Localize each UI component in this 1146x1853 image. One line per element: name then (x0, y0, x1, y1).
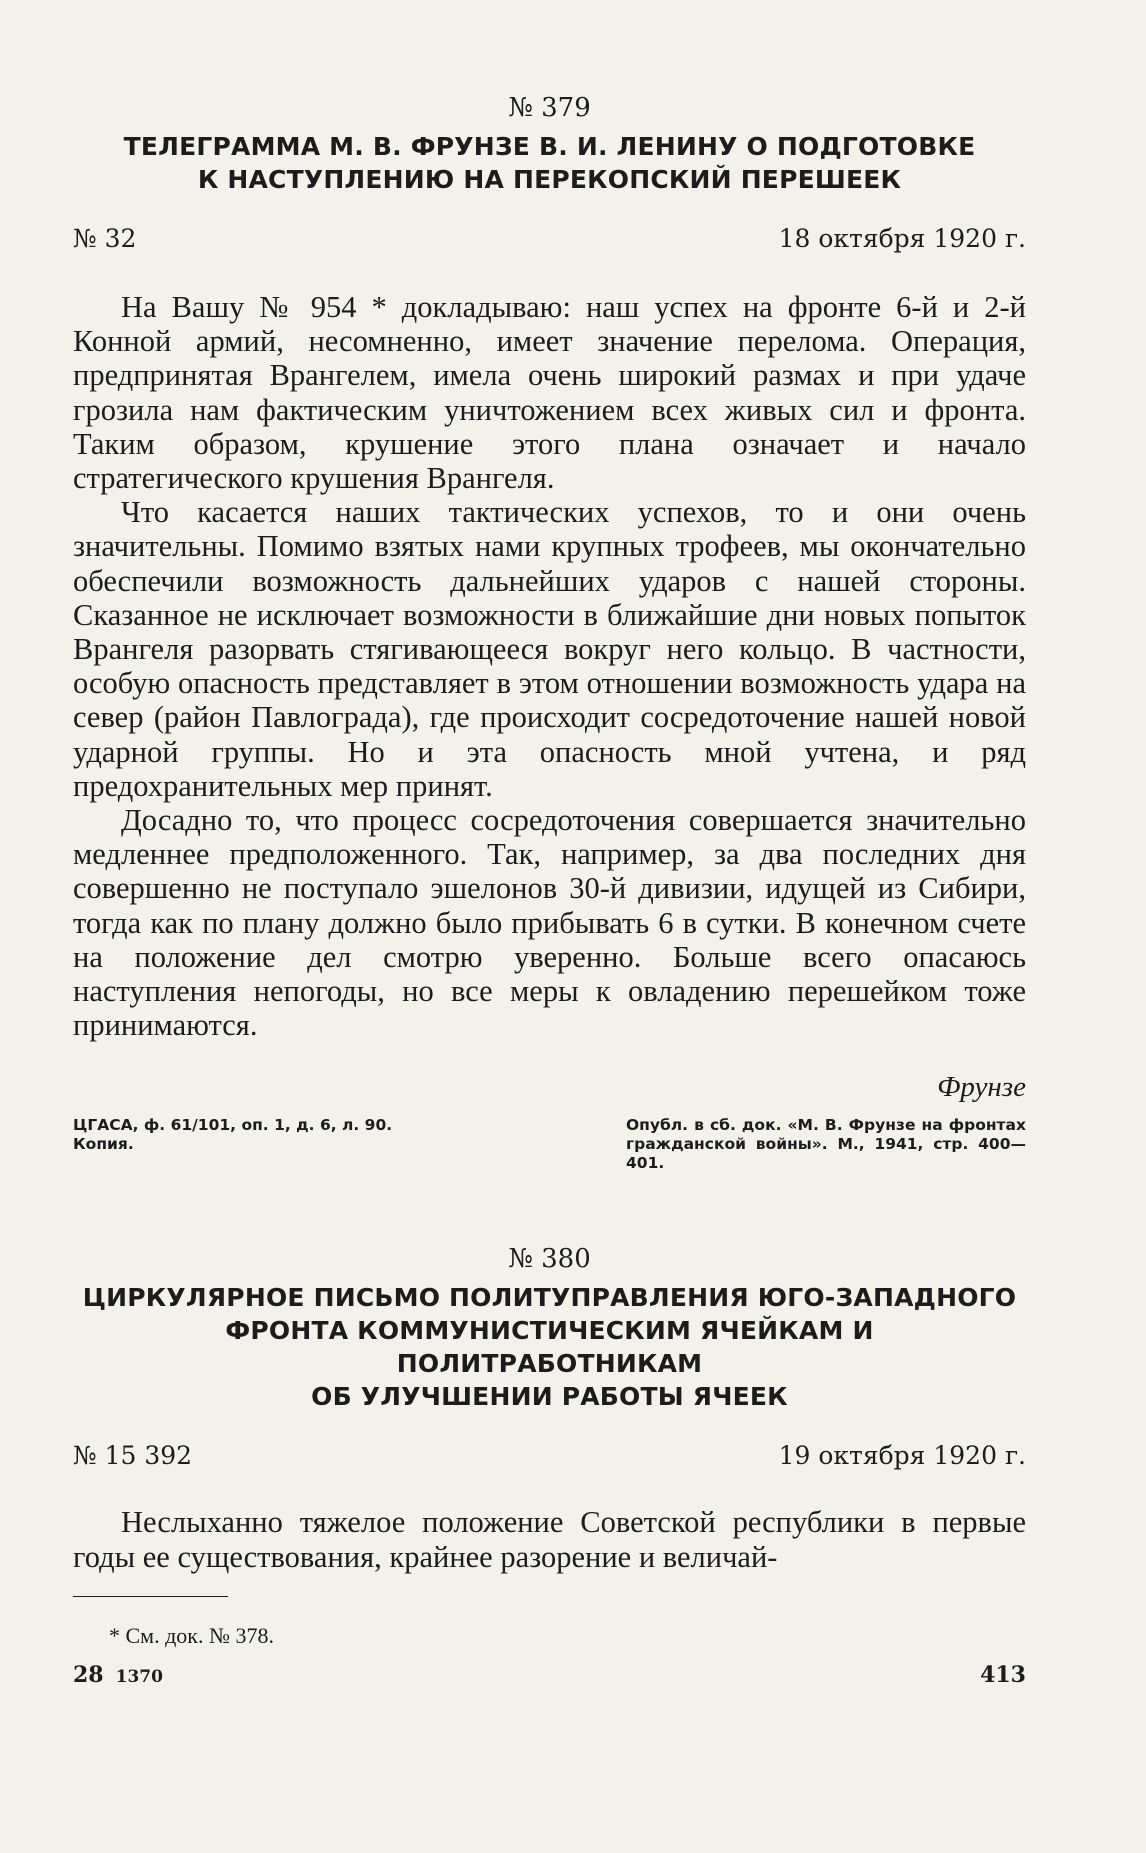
title-line: ТЕЛЕГРАММА М. В. ФРУНЗЕ В. И. ЛЕНИНУ О ПОДГОТОВКЕ (123, 132, 976, 161)
ref-number: № 15 392 (73, 1441, 193, 1471)
archive-reference (73, 1116, 503, 1173)
publication-reference: Опубл. в сб. док. «М. В. Фрунзе на фронтах гражданской войны». М., 1941, стр. 400—401. (626, 1116, 1026, 1173)
print-code: 1370 (115, 1667, 163, 1687)
ref-number: № 32 (73, 224, 137, 253)
doc-title (73, 1281, 1026, 1413)
footnote: * См. док. № 378. (109, 1622, 274, 1648)
signature-mark (73, 1662, 163, 1688)
title-line: ОБ УЛУЧШЕНИИ РАБОТЫ ЯЧЕЕК (311, 1382, 788, 1412)
page-number: 413 (980, 1662, 1026, 1688)
title-line: ФРОНТА КОММУНИСТИЧЕСКИМ ЯЧЕЙКАМ И ПОЛИТРАБОТНИКАМ (225, 1316, 874, 1379)
paragraph: На Вашу № 954 * докладываю: наш успех на фронте 6-й и 2-й Конной армий, несомненно, имеет значение перелома. Операция, предпринятая Врангелем, имела очень широкий размах и при удаче грозила нам фактическим уничтожением всех живых сил и фронта. Таким образом, крушение этого плана означает и начало стратегического крушения Врангеля. (73, 290, 1026, 496)
doc-body (73, 290, 1026, 1042)
paragraph: Неслыханно тяжелое положение Советской республики в первые годы ее существования, крайнее разорение и величай- (73, 1505, 1026, 1574)
archive-ref-line: ЦГАСА, ф. 61/101, оп. 1, д. 6, л. 90. (73, 1116, 393, 1135)
title-line: ЦИРКУЛЯРНОЕ ПИСЬМО ПОЛИТУПРАВЛЕНИЯ ЮГО-ЗАПАДНОГО (82, 1283, 1017, 1313)
source-references (73, 1116, 1026, 1173)
sheet-number: 28 (73, 1662, 104, 1688)
signature: Фрунзе (937, 1071, 1026, 1104)
doc-date: 19 октября 1920 г. (778, 1441, 1026, 1471)
doc-body (73, 1505, 1026, 1573)
doc-meta (73, 224, 1026, 254)
document-page (73, 92, 1026, 1649)
doc-number: № 380 (508, 1244, 591, 1275)
doc-date: 18 октября 1920 г. (778, 224, 1026, 253)
paragraph: Что касается наших тактических успехов, то и они очень значительны. Помимо взятых нами крупных трофеев, мы окончательно обеспечили возможность дальнейших ударов с нашей стороны. Сказанное не исключает возможности в ближайшие дни новых попыток Врангеля разорвать стягивающееся вокруг него кольцо. В частности, особую опасность представляет в этом отношении возможность удара на север (район Павлограда), где происходит сосредоточение нашей новой ударной группы. Но и эта опасность мной учтена, и ряд предохранительных мер принят. (73, 495, 1026, 803)
paragraph: Досадно то, что процесс сосредоточения совершается значительно медленнее предположенного. Так, например, за два последних дня совершенно не поступало эшелонов 30-й дивизии, идущей из Сибири, тогда как по плану должно было прибывать 6 в сутки. В конечном счете на положение дел смотрю уверенно. Больше всего опасаюсь наступления непогоды, но все меры к овладению перешейком тоже принимаются. (73, 803, 1026, 1043)
page-footer (73, 1662, 1026, 1688)
doc-number: № 379 (508, 93, 591, 123)
doc-meta (73, 1441, 1026, 1471)
second-document (73, 1243, 1026, 1573)
archive-ref-line: Копия. (73, 1135, 134, 1154)
doc-title (73, 130, 1026, 196)
footnote-divider (73, 1596, 228, 1597)
title-line: К НАСТУПЛЕНИЮ НА ПЕРЕКОПСКИЙ ПЕРЕШЕЕК (197, 165, 902, 194)
